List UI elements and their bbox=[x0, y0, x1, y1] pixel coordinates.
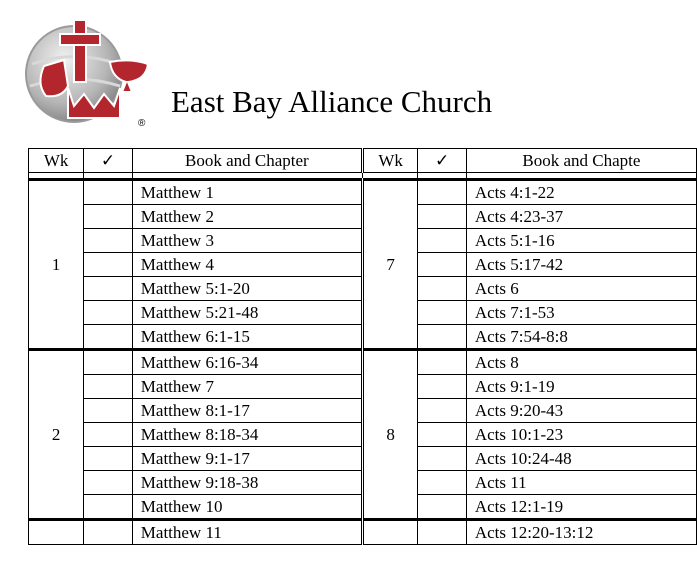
chapter-cell: Matthew 5:1-20 bbox=[132, 277, 362, 301]
chapter-cell: Acts 12:20-13:12 bbox=[466, 520, 696, 545]
chapter-cell: Acts 12:1-19 bbox=[466, 495, 696, 520]
chapter-cell: Matthew 2 bbox=[132, 205, 362, 229]
check-cell[interactable] bbox=[84, 180, 133, 205]
check-cell[interactable] bbox=[418, 180, 467, 205]
check-cell[interactable] bbox=[418, 375, 467, 399]
chapter-cell: Matthew 8:1-17 bbox=[132, 399, 362, 423]
pitcher-icon bbox=[40, 60, 68, 96]
check-cell[interactable] bbox=[418, 301, 467, 325]
header-week-left: Wk bbox=[29, 149, 84, 173]
check-cell[interactable] bbox=[418, 520, 467, 545]
check-cell[interactable] bbox=[84, 350, 133, 375]
chapter-cell: Matthew 9:18-38 bbox=[132, 471, 362, 495]
check-cell[interactable] bbox=[84, 253, 133, 277]
chapter-cell: Acts 7:1-53 bbox=[466, 301, 696, 325]
check-cell[interactable] bbox=[418, 325, 467, 350]
check-cell[interactable] bbox=[418, 253, 467, 277]
chapter-cell: Acts 6 bbox=[466, 277, 696, 301]
check-cell[interactable] bbox=[84, 375, 133, 399]
header-check-left: ✓ bbox=[84, 149, 133, 173]
check-cell[interactable] bbox=[418, 205, 467, 229]
chapter-cell: Acts 5:1-16 bbox=[466, 229, 696, 253]
chapter-cell: Matthew 8:18-34 bbox=[132, 423, 362, 447]
check-cell[interactable] bbox=[418, 350, 467, 375]
chapter-cell: Matthew 6:16-34 bbox=[132, 350, 362, 375]
check-cell[interactable] bbox=[84, 277, 133, 301]
table-row bbox=[29, 180, 697, 205]
chapter-cell: Acts 4:23-37 bbox=[466, 205, 696, 229]
week-number: 1 bbox=[29, 180, 84, 350]
week-number bbox=[29, 520, 84, 545]
check-cell[interactable] bbox=[84, 399, 133, 423]
check-cell[interactable] bbox=[84, 229, 133, 253]
check-cell[interactable] bbox=[84, 447, 133, 471]
chapter-cell: Acts 11 bbox=[466, 471, 696, 495]
check-cell[interactable] bbox=[418, 471, 467, 495]
chapter-cell: Matthew 11 bbox=[132, 520, 362, 545]
header-week-right: Wk bbox=[362, 149, 417, 173]
table-row bbox=[29, 350, 697, 375]
check-cell[interactable] bbox=[418, 277, 467, 301]
chapter-cell: Matthew 1 bbox=[132, 180, 362, 205]
reading-plan-table bbox=[28, 148, 697, 545]
chapter-cell: Matthew 6:1-15 bbox=[132, 325, 362, 350]
check-cell[interactable] bbox=[418, 447, 467, 471]
week-number: 7 bbox=[362, 180, 417, 350]
header-book-right: Book and Chapte bbox=[466, 149, 696, 173]
chapter-cell: Matthew 7 bbox=[132, 375, 362, 399]
header-book-left: Book and Chapter bbox=[132, 149, 362, 173]
check-cell[interactable] bbox=[418, 423, 467, 447]
table-row bbox=[29, 520, 697, 545]
chapter-cell: Acts 10:24-48 bbox=[466, 447, 696, 471]
week-number bbox=[362, 520, 417, 545]
chapter-cell: Matthew 3 bbox=[132, 229, 362, 253]
week-number: 8 bbox=[362, 350, 417, 520]
check-cell[interactable] bbox=[84, 471, 133, 495]
chapter-cell: Matthew 10 bbox=[132, 495, 362, 520]
check-cell[interactable] bbox=[418, 229, 467, 253]
header-row bbox=[29, 149, 697, 173]
chapter-cell: Acts 9:1-19 bbox=[466, 375, 696, 399]
chapter-cell: Acts 10:1-23 bbox=[466, 423, 696, 447]
chapter-cell: Acts 5:17-42 bbox=[466, 253, 696, 277]
check-cell[interactable] bbox=[418, 495, 467, 520]
header-spacer bbox=[29, 173, 697, 180]
check-cell[interactable] bbox=[84, 423, 133, 447]
chapter-cell: Acts 8 bbox=[466, 350, 696, 375]
chapter-cell: Acts 4:1-22 bbox=[466, 180, 696, 205]
check-cell[interactable] bbox=[84, 325, 133, 350]
chapter-cell: Matthew 9:1-17 bbox=[132, 447, 362, 471]
check-cell[interactable] bbox=[84, 205, 133, 229]
check-cell[interactable] bbox=[84, 301, 133, 325]
header-check-right: ✓ bbox=[418, 149, 467, 173]
church-logo bbox=[22, 14, 152, 134]
check-cell[interactable] bbox=[84, 495, 133, 520]
chapter-cell: Acts 7:54-8:8 bbox=[466, 325, 696, 350]
registered-mark: ® bbox=[138, 118, 146, 129]
chapter-cell: Matthew 5:21-48 bbox=[132, 301, 362, 325]
chapter-cell: Matthew 4 bbox=[132, 253, 362, 277]
check-cell[interactable] bbox=[84, 520, 133, 545]
chapter-cell: Acts 9:20-43 bbox=[466, 399, 696, 423]
week-number: 2 bbox=[29, 350, 84, 520]
church-name: East Bay Alliance Church bbox=[171, 84, 493, 119]
check-cell[interactable] bbox=[418, 399, 467, 423]
